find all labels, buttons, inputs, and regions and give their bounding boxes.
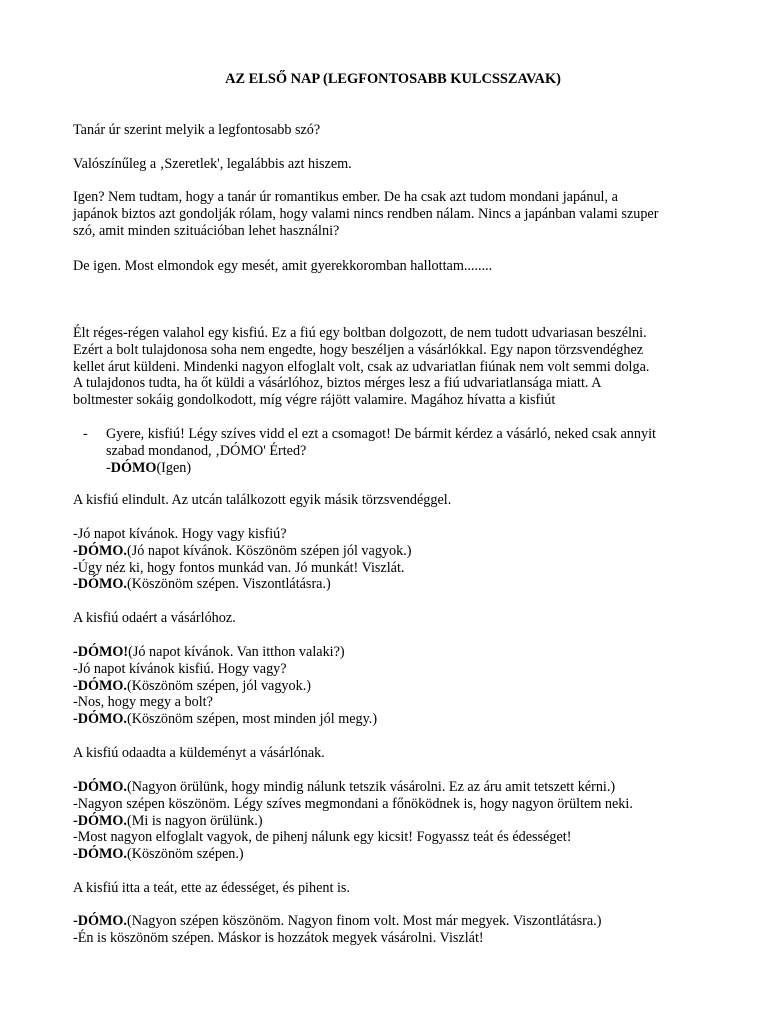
domo-keyword: -DÓMO. [73,812,127,829]
dialogue-4 [73,913,713,947]
paragraph-line: Ezért a bolt tulajdonosa soha nem engedte, hogy beszéljen a vásárlókkal. Egy napon törzsvendéghez [73,341,644,358]
dialogue-line [73,711,713,728]
paragraph-line: A kisfiú odaadta a küldeményt a vásárlónak. [73,745,325,761]
bullet-dash: - [83,426,88,442]
story-paragraph-4 [73,745,713,762]
dialogue-line: -Jó napot kívánok kisfiú. Hogy vagy? [73,660,287,677]
dialogue-line: -Most nagyon elfoglalt vagyok, de pihenj nálunk egy kicsit! Fogyassz teát és édességet! [73,829,572,846]
paragraph-line: szabad mondanod, ‚DÓMO' Érted? [106,442,307,459]
paragraph-line: Valószínűleg a ‚Szeretlek', legalábbis azt hiszem. [73,156,352,172]
paragraph-line: szó, amit minden szituációban lehet használni? [73,222,340,239]
intro-question [73,122,713,139]
paragraph-line: A kisfiú elindult. Az utcán találkozott egyik másik törzsvendéggel. [73,492,452,508]
domo-keyword: DÓMO [110,459,157,476]
dialogue-line: -Úgy néz ki, hogy fontos munkád van. Jó munkát! Viszlát. [73,559,405,576]
paragraph-line: japánok biztos azt gondolják rólam, hogy valami nincs rendben nálam. Nincs a japánban valami szuper [73,205,659,222]
intro-paragraph-4 [73,258,713,275]
dialogue-prefix: - [106,459,111,476]
dialogue-line [73,644,713,661]
bullet-content [106,426,716,476]
paragraph-line: kellet árut küldeni. Mindenki nagyon elfoglalt volt, csak az udvariatlan fiúnak nem volt semmi dolga. [73,358,650,375]
domo-keyword: -DÓMO. [73,779,127,795]
dialogue-text: (Köszönöm szépen, most minden jól megy.) [126,711,378,728]
dialogue-line [73,543,713,560]
dialogue-line [73,813,713,830]
dialogue-text: (Nagyon örülünk, hogy mindig nálunk tetszik vásárolni. Ez az áru amit tetszett kérni.) [126,779,616,795]
story-paragraph-3 [73,610,713,627]
intro-answer [73,156,713,173]
domo-keyword: -DÓMO. [73,711,127,728]
dialogue-line [73,678,713,695]
dialogue-text: (Igen) [156,459,192,476]
dialogue-line: -Nagyon szépen köszönöm. Légy szíves megmondani a főnöködnek is, hogy nagyon örültem neki. [73,795,633,812]
paragraph-line: Igen? Nem tudtam, hogy a tanár úr romantikus ember. De ha csak azt tudom mondani japánul, a [73,189,618,205]
intro-paragraph-3 [73,189,713,239]
paragraph-line [106,460,716,477]
dialogue-text: (Nagyon szépen köszönöm. Nagyon finom volt. Most már megyek. Viszontlátásra.) [126,913,602,929]
dialogue-line [73,576,713,593]
paragraph-line: Élt réges-régen valahol egy kisfiú. Ez a fiú egy boltban dolgozott, de nem tudott udvariasan beszélni. [73,325,647,341]
dialogue-line: -Nos, hogy megy a bolt? [73,694,213,711]
domo-keyword: -DÓMO. [73,576,127,593]
dialogue-text: (Köszönöm szépen, jól vagyok.) [126,677,311,694]
dialogue-text: (Jó napot kívánok. Köszönöm szépen jól vagyok.) [126,542,412,559]
paragraph-line: A kisfiú itta a teát, ette az édességet, és pihent is. [73,880,350,896]
domo-keyword: -DÓMO! [73,644,129,660]
paragraph-line: De igen. Most elmondok egy mesét, amit gyerekkoromban hallottam........ [73,258,493,274]
paragraph-line: Gyere, kisfiú! Légy szíves vidd el ezt a csomagot! De bármit kérdez a vásárló, neked csak annyit [106,426,656,442]
domo-keyword: -DÓMO. [73,846,127,863]
paragraph-line: Tanár úr szerint melyik a legfontosabb szó? [73,122,321,138]
paragraph-line: boltmester sokáig gondolkodott, míg végre rájött valamire. Magához hívatta a kisfiút [73,392,556,409]
story-paragraph-2 [73,492,713,509]
document-title: AZ ELSŐ NAP (LEGFONTOSABB KULCSSZAVAK) [225,71,561,87]
dialogue-line [73,779,713,796]
dialogue-2 [73,644,713,728]
dialogue-line [73,846,713,863]
domo-keyword: -DÓMO. [73,913,127,929]
dialogue-text: (Köszönöm szépen.) [126,846,244,863]
domo-keyword: -DÓMO. [73,542,127,559]
dialogue-line: -Én is köszönöm szépen. Máskor is hozzátok megyek vásárolni. Viszlát! [73,929,484,946]
story-paragraph-1 [73,325,713,409]
paragraph-line: A kisfiú odaért a vásárlóhoz. [73,610,236,626]
story-paragraph-5 [73,880,713,897]
domo-keyword: -DÓMO. [73,677,127,694]
dialogue-text: (Köszönöm szépen. Viszontlátásra.) [126,576,331,593]
paragraph-line: A tulajdonos tudta, ha őt küldi a vásárlóhoz, biztos mérges lesz a fiú udvariatlansága miatt. A [73,375,602,392]
dialogue-1 [73,526,713,593]
dialogue-line: -Jó napot kívánok. Hogy vagy kisfiú? [73,526,287,542]
dialogue-text: (Mi is nagyon örülünk.) [126,812,263,829]
dialogue-3 [73,779,713,863]
dialogue-line [73,913,713,930]
dialogue-text: (Jó napot kívánok. Van itthon valaki?) [128,644,345,660]
